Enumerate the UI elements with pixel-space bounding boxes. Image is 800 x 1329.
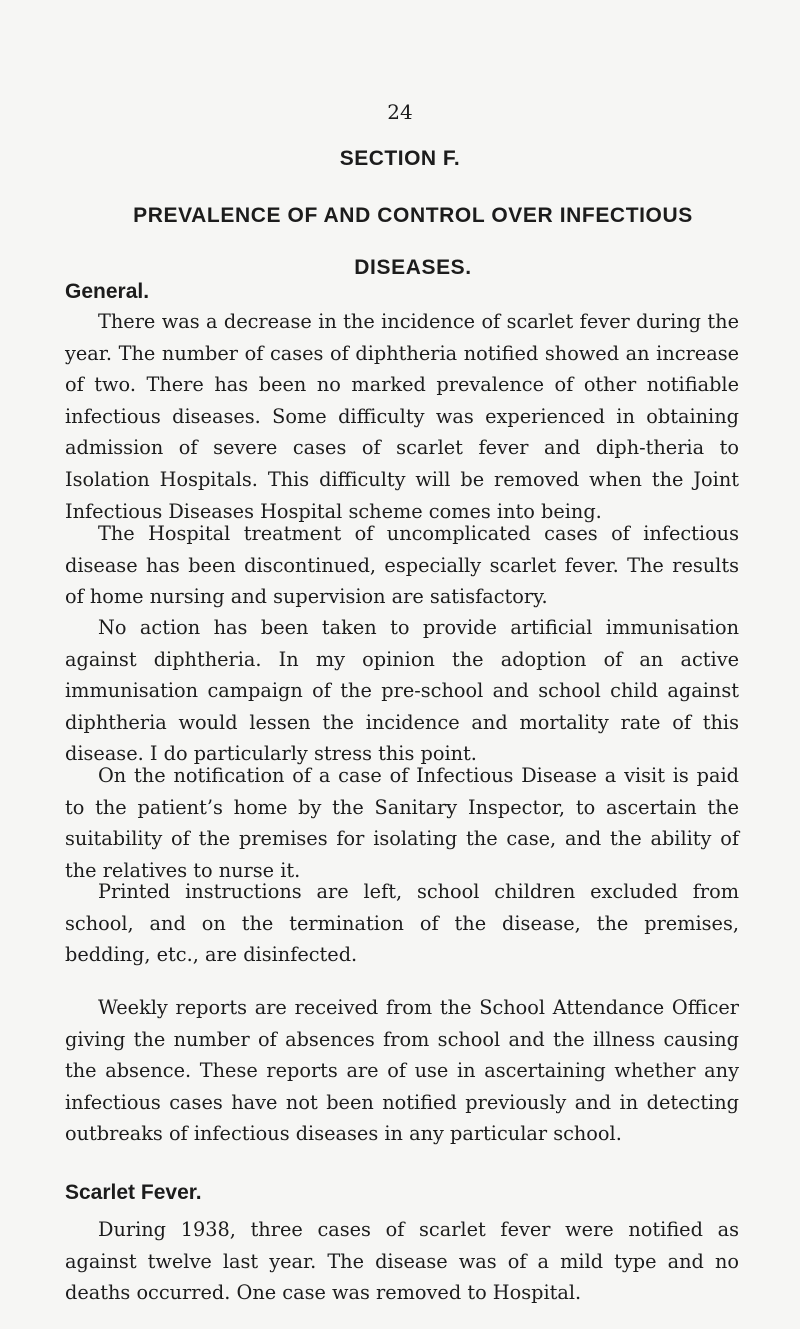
paragraph: On the notification of a case of Infectious Disease a visit is paid to the patient’s home by the Sanitary Inspector, to ascertain the suitability of the premises for isolating the case, and the ability of the relatives to nurse it. [65,764,739,882]
paragraph: During 1938, three cases of scarlet fever were notified as against twelve last year. The disease was of a mild type and no deaths occurred. One case was removed to Hospital. [65,1218,739,1305]
paragraph: Printed instructions are left, school children excluded from school, and on the termination of the disease, the premises, bedding, etc., are disinfected. [65,880,739,967]
paragraph: There was a decrease in the incidence of scarlet fever during the year. The number of cases of diphtheria notified showed an increase of two. There has been no marked prevalence of other notifiable infectious diseases. Some difficulty was experienced in obtaining admission of severe cases of scarlet fever and diph-theria to Isolation Hospitals. This difficulty will be removed when the Joint Infectious Diseases Hospital scheme comes into being. [65,310,739,523]
general-heading: General. [65,280,150,303]
section-heading: SECTION F. [339,147,461,170]
paragraph: No action has been taken to provide artificial immunisation against diphtheria. In my opinion the adoption of an active immunisation campaign of the pre-school and school child against diphtheria would lessen the incidence and mortality rate of this disease. I do particularly stress this point. [65,616,739,766]
scarlet-fever-heading: Scarlet Fever. [65,1181,202,1204]
page-number: 24 [387,100,413,124]
paragraph: Weekly reports are received from the School Attendance Officer giving the number of absences from school and the illness causing the absence. These reports are of use in ascertaining whether any infectious cases have not been notified previously and in detecting outbreaks of infectious diseases in any particular school. [65,996,739,1146]
page-title: PREVALENCE OF AND CONTROL OVER INFECTIOUS DISEASES. [133,204,693,279]
paragraph: The Hospital treatment of uncomplicated cases of infectious disease has been discontinued, especially scarlet fever. The results of home nursing and supervision are satisfactory. [65,522,739,609]
